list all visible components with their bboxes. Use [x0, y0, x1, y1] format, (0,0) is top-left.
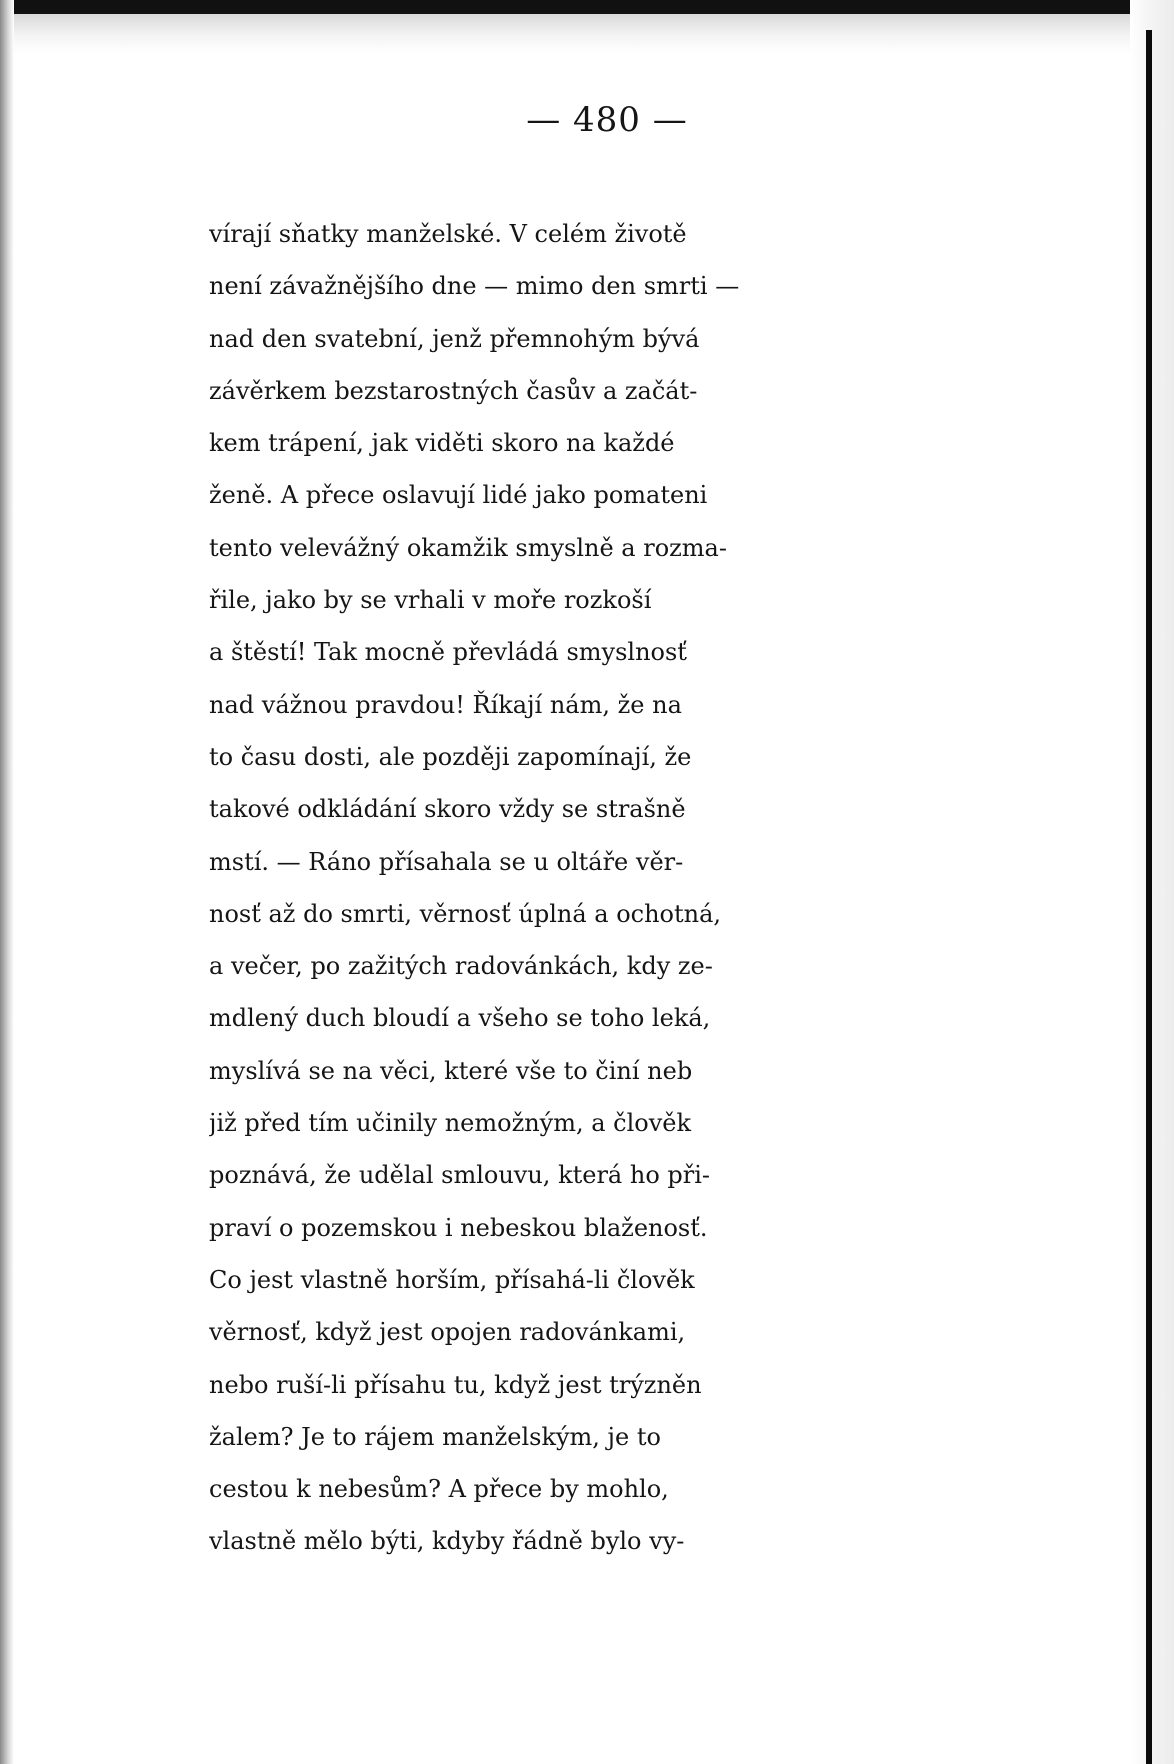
text-line: to času dosti, ale později zapomínají, že: [209, 742, 692, 771]
page-number-text: — 480 —: [526, 100, 688, 140]
scan-top-shadow: [0, 14, 1174, 54]
scan-left-edge: [0, 0, 14, 1764]
text-line: poznává, že udělal smlouvu, která ho při-: [209, 1161, 711, 1190]
text-line: nebo ruší-li přísahu tu, když jest trýzněn: [209, 1370, 702, 1399]
text-line: a štěstí! Tak mocně převládá smyslnosť: [209, 638, 687, 667]
text-line: myslívá se na věci, které vše to činí neb: [209, 1056, 693, 1085]
scan-right-edge: [1146, 30, 1152, 1764]
text-line: žalem? Je to rájem manželským, je to: [209, 1422, 661, 1451]
text-line: nad den svatební, jenž přemnohým bývá: [209, 324, 700, 353]
text-line: řile, jako by se vrhali v moře rozkoší: [209, 586, 652, 615]
body-text: [209, 208, 1008, 1568]
text-line: nad vážnou pravdou! Říkají nám, že na: [209, 690, 682, 719]
scan-top-edge: [0, 0, 1174, 14]
text-line: cestou k nebesům? A přece by mohlo,: [209, 1475, 669, 1504]
text-line: vírají sňatky manželské. V celém životě: [209, 220, 687, 248]
text-line: není závažnějšího dne — mimo den smrti —: [209, 272, 740, 301]
text-line: tento velevážný okamžik smyslně a rozma-: [209, 533, 727, 562]
text-line: kem trápení, jak viděti skoro na každé: [209, 429, 675, 458]
text-line: nosť až do smrti, věrnosť úplná a ochotná,: [209, 899, 722, 928]
text-line: závěrkem bezstarostných časův a začát-: [209, 376, 698, 405]
text-line: mstí. — Ráno přísahala se u oltáře věr-: [209, 847, 684, 876]
page-number: [0, 100, 1174, 140]
scan-right-shadow: [1130, 0, 1174, 1764]
text-line: ženě. A přece oslavují lidé jako pomateni: [209, 481, 708, 510]
text-line: věrnosť, když jest opojen radovánkami,: [209, 1318, 686, 1347]
text-line: a večer, po zažitých radovánkách, kdy ze-: [209, 952, 713, 981]
text-line: takové odkládání skoro vždy se strašně: [209, 795, 686, 824]
text-line: již před tím učinily nemožným, a člověk: [209, 1109, 692, 1138]
text-line: vlastně mělo býti, kdyby řádně bylo vy-: [209, 1527, 685, 1556]
text-line: mdlený duch bloudí a všeho se toho leká,: [209, 1004, 711, 1033]
text-line: praví o pozemskou i nebeskou blaženosť.: [209, 1213, 708, 1242]
text-line: Co jest vlastně horším, přísahá-li člověk: [209, 1265, 695, 1294]
